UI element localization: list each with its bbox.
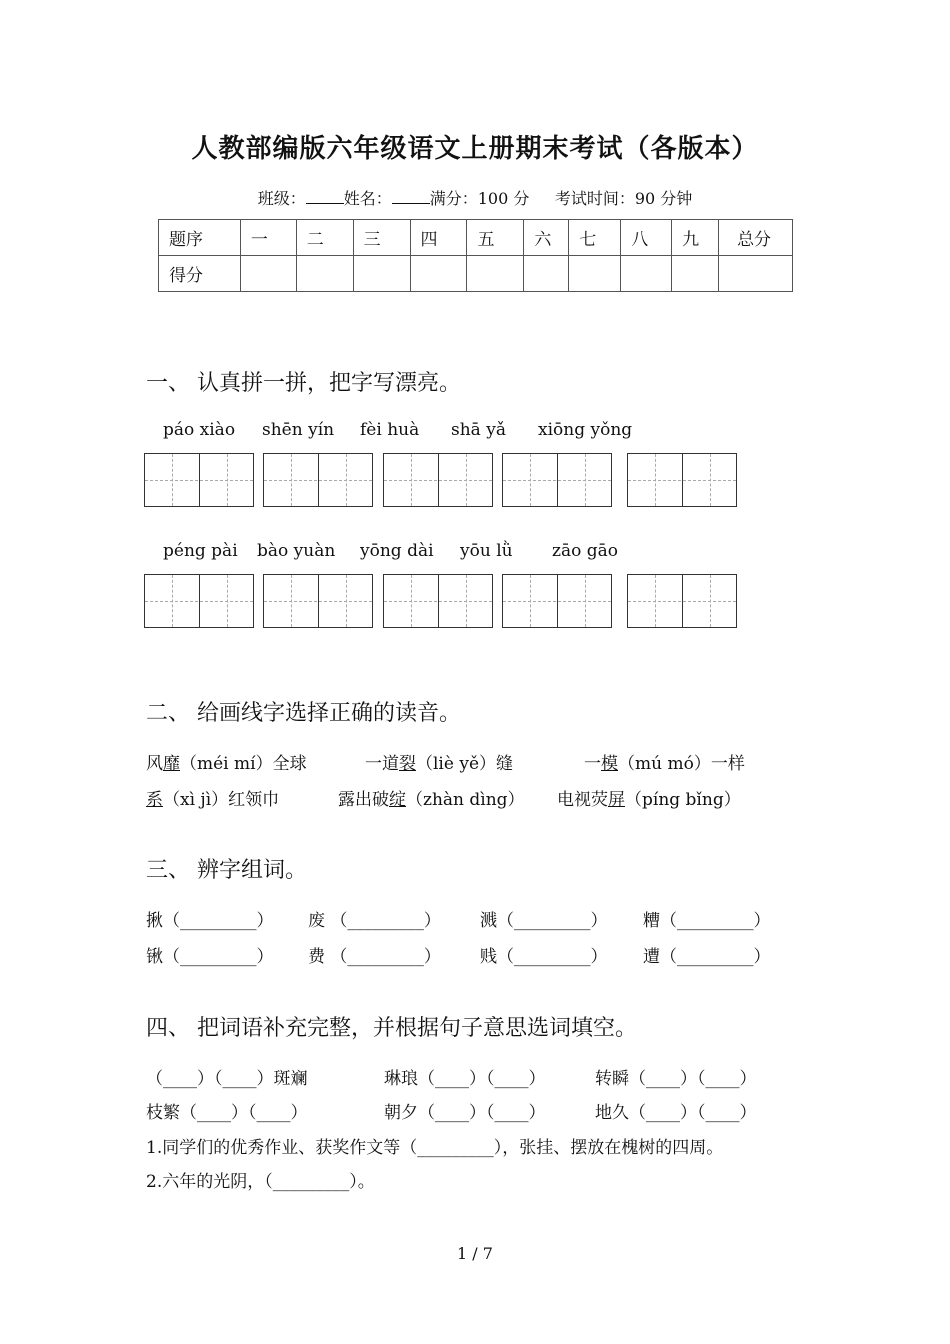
reading-item: [146, 785, 279, 810]
word-group-item[interactable]: 溅（_________）: [480, 911, 608, 931]
underlined-char: 模: [601, 754, 618, 774]
item-text: 电视荧: [557, 790, 608, 810]
fill-sentence-1[interactable]: 1.同学们的优秀作业、获奖作文等（_________），张挂、摆放在槐树的四周。: [146, 1138, 724, 1158]
score-cell[interactable]: [719, 256, 793, 292]
underlined-char: 绽: [389, 790, 406, 810]
score-cell[interactable]: [672, 256, 719, 292]
reading-item: [365, 749, 513, 774]
pinyin-label: páo xiào: [163, 420, 236, 440]
score-header-cell: 二: [296, 220, 353, 256]
pinyin-label: yōng dài: [360, 541, 434, 561]
writing-grid[interactable]: [383, 574, 493, 628]
writing-grid[interactable]: [627, 453, 737, 507]
score-table-header-row: [159, 220, 793, 256]
item-options[interactable]: （píng bǐng）: [625, 790, 741, 810]
item-text: 露出破: [338, 790, 389, 810]
item-text: 一: [584, 754, 601, 774]
fill-sentence-2[interactable]: 2.六年的光阴，（_________）。: [146, 1172, 375, 1192]
writing-grid[interactable]: [144, 453, 254, 507]
section3-heading: 三、 辨字组词。: [146, 858, 307, 883]
score-table: [158, 219, 793, 292]
score-cell[interactable]: [240, 256, 296, 292]
word-group-item[interactable]: 糟（_________）: [643, 911, 771, 931]
class-label: 班级：: [257, 189, 306, 208]
score-header-cell: 七: [569, 220, 621, 256]
score-cell[interactable]: [467, 256, 524, 292]
word-group-item[interactable]: 贱（_________）: [480, 947, 608, 967]
full-score: 满分：100 分: [429, 189, 530, 208]
underlined-char: 裂: [399, 754, 416, 774]
writing-grid[interactable]: [383, 453, 493, 507]
word-group-item[interactable]: 锹（_________）: [146, 947, 274, 967]
item-options[interactable]: （xì jì）红领巾: [163, 790, 280, 810]
score-cell[interactable]: [296, 256, 353, 292]
writing-grid[interactable]: [502, 453, 612, 507]
reading-item: [557, 785, 741, 810]
pinyin-label: péng pài: [163, 541, 238, 561]
writing-grid[interactable]: [144, 574, 254, 628]
score-header-cell: 一: [240, 220, 296, 256]
item-text: 一道: [365, 754, 399, 774]
score-row-label: 得分: [159, 256, 241, 292]
score-header-cell: 题序: [159, 220, 241, 256]
exam-time: 考试时间：90 分钟: [554, 189, 693, 208]
reading-item: [146, 749, 307, 774]
score-header-cell: 五: [467, 220, 524, 256]
class-blank[interactable]: [306, 189, 344, 204]
score-header-cell: 总分: [719, 220, 793, 256]
page-title: 人教部编版六年级语文上册期末考试（各版本）: [191, 134, 759, 164]
underlined-char: 屏: [608, 790, 625, 810]
item-options[interactable]: （liè yě）缝: [416, 754, 514, 774]
item-options[interactable]: （mú mó）一样: [618, 754, 745, 774]
score-header-cell: 六: [524, 220, 569, 256]
item-options[interactable]: （méi mí）全球: [180, 754, 307, 774]
score-header-cell: 九: [672, 220, 719, 256]
word-group-item[interactable]: 遭（_________）: [643, 947, 771, 967]
name-blank[interactable]: [392, 189, 430, 204]
word-group-item[interactable]: 揪（_________）: [146, 911, 274, 931]
name-label: 姓名：: [343, 189, 392, 208]
word-group-item[interactable]: 费 （_________）: [308, 947, 441, 967]
writing-grid[interactable]: [627, 574, 737, 628]
page-number: 1 / 7: [457, 1244, 493, 1263]
writing-grid[interactable]: [263, 453, 373, 507]
word-group-item[interactable]: 废 （_________）: [308, 911, 441, 931]
score-cell[interactable]: [569, 256, 621, 292]
reading-item: [338, 785, 525, 810]
writing-grid[interactable]: [502, 574, 612, 628]
score-cell[interactable]: [410, 256, 467, 292]
pinyin-label: xiōng yǒng: [538, 420, 633, 440]
score-header-cell: 三: [353, 220, 410, 256]
score-cell[interactable]: [621, 256, 672, 292]
section2-heading: 二、 给画线字选择正确的读音。: [146, 701, 461, 726]
pinyin-label: fèi huà: [360, 420, 420, 440]
pinyin-label: zāo gāo: [552, 541, 618, 561]
reading-item: [584, 749, 745, 774]
underlined-char: 靡: [163, 754, 180, 774]
score-cell[interactable]: [353, 256, 410, 292]
idiom-fill-item[interactable]: 转瞬（____）（____）: [595, 1069, 757, 1089]
writing-grid[interactable]: [263, 574, 373, 628]
idiom-fill-item[interactable]: 枝繁（____）（____）: [146, 1103, 308, 1123]
score-cell[interactable]: [524, 256, 569, 292]
item-text: 风: [146, 754, 163, 774]
score-table-score-row: [159, 256, 793, 292]
pinyin-label: shēn yín: [262, 420, 335, 440]
pinyin-label: bào yuàn: [257, 541, 336, 561]
underlined-char: 系: [146, 790, 163, 810]
score-header-cell: 八: [621, 220, 672, 256]
score-header-cell: 四: [410, 220, 467, 256]
idiom-fill-item[interactable]: 朝夕（____）（____）: [384, 1103, 546, 1123]
exam-info: [0, 186, 950, 209]
pinyin-label: shā yǎ: [451, 420, 506, 440]
section1-heading: 一、 认真拼一拼，把字写漂亮。: [146, 371, 461, 396]
idiom-fill-item[interactable]: 琳琅（____）（____）: [384, 1069, 546, 1089]
idiom-fill-item[interactable]: （____）（____）斑斓: [146, 1069, 308, 1089]
pinyin-label: yōu lǜ: [460, 541, 513, 561]
idiom-fill-item[interactable]: 地久（____）（____）: [595, 1103, 757, 1123]
item-options[interactable]: （zhàn dìng）: [406, 790, 525, 810]
section4-heading: 四、 把词语补充完整，并根据句子意思选词填空。: [146, 1016, 637, 1041]
